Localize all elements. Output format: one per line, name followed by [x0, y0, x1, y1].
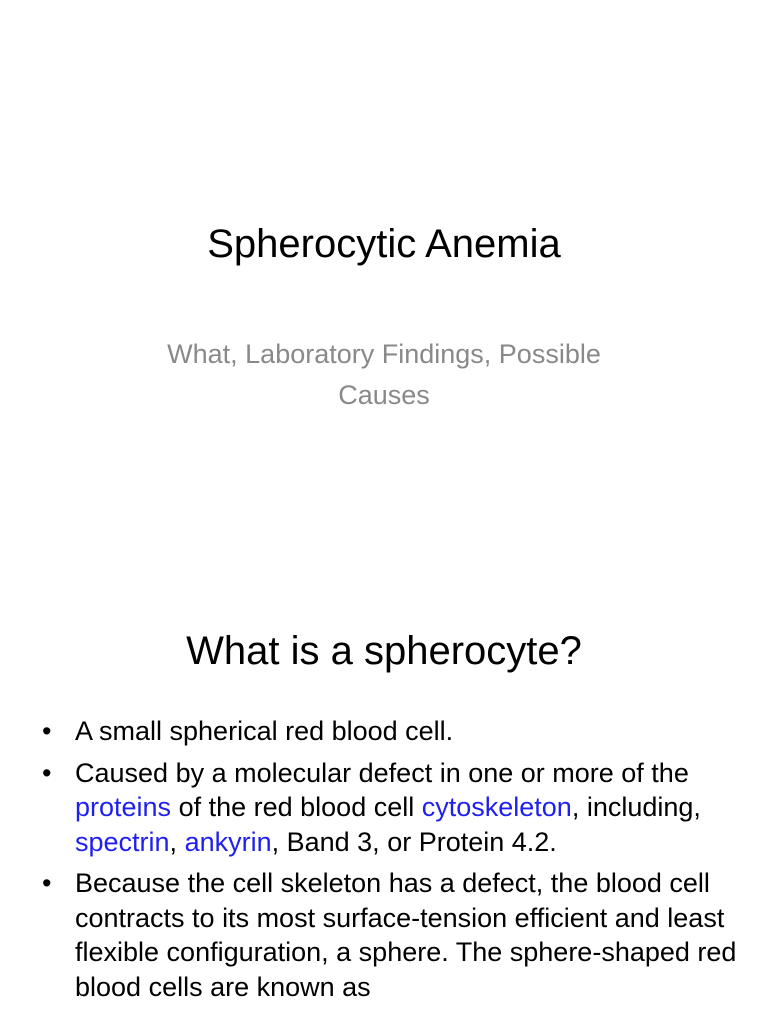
slide-subtitle: What, Laboratory Findings, Possible Causes	[167, 339, 601, 410]
bullet-text: Caused by a molecular defect in one or more of the	[75, 757, 689, 788]
link-spectrin[interactable]: spectrin	[75, 826, 170, 857]
bullet-icon: •	[42, 716, 52, 746]
slide-heading: What is a spherocyte?	[186, 629, 582, 673]
bullet-icon: •	[42, 868, 52, 898]
bullet-icon: •	[42, 757, 52, 788]
bullet-text: , including,	[571, 792, 701, 822]
bullet-text: Because the cell skeleton has a defect, the blood cell contracts to its most surface-tension efficient and least flexible configuration, a sphere. The sphere-shaped red blood cells are known as	[75, 868, 737, 1002]
link-cytoskeleton[interactable]: cytoskeleton	[421, 792, 572, 822]
bullet-text: ,	[169, 826, 185, 857]
slide-spherocyte	[0, 576, 768, 1024]
bullet-text: of the red blood cell	[171, 792, 422, 822]
bullet-item	[38, 756, 738, 860]
bullet-list	[38, 714, 738, 1011]
link-proteins[interactable]: proteins	[75, 792, 172, 822]
bullet-text: , Band 3, or Protein 4.2.	[271, 826, 557, 857]
bullet-text: A small spherical red blood cell.	[75, 716, 454, 746]
slide-title-heading: Spherocytic Anemia	[207, 222, 561, 266]
bullet-item	[38, 714, 738, 749]
bullet-item	[38, 866, 738, 1004]
link-ankyrin[interactable]: ankyrin	[184, 826, 272, 857]
